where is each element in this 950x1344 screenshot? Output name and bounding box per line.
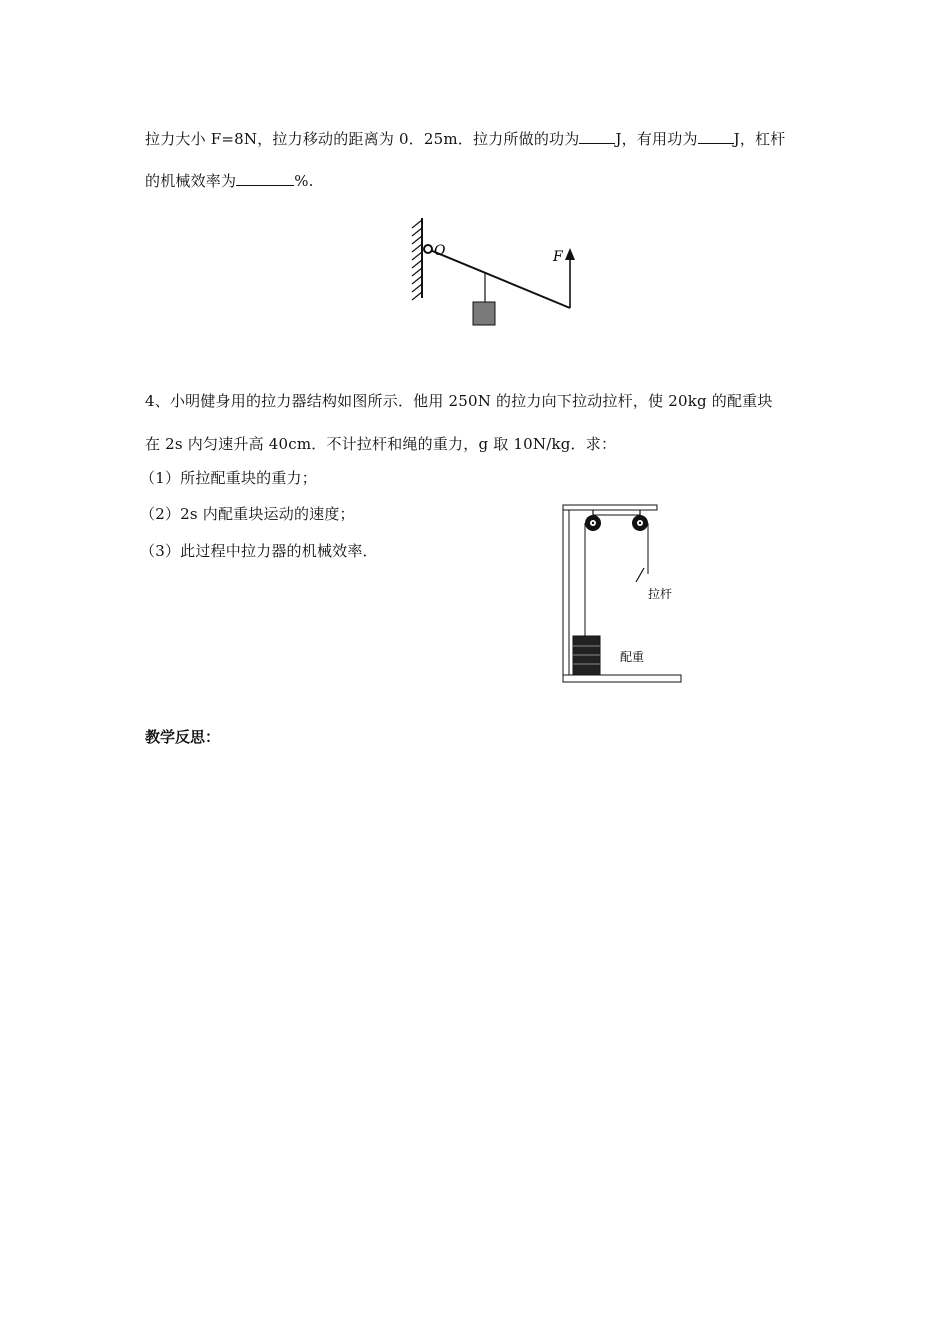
q3-unit-1: J，有用功为 <box>615 130 698 148</box>
q3-unit-3: %. <box>294 172 314 190</box>
pulley-right-icon <box>632 515 648 531</box>
answer-blank-useful-work[interactable] <box>698 129 734 144</box>
q4-item-3: （3）此过程中拉力器的机械效率． <box>140 542 378 560</box>
lever-bar <box>430 250 570 308</box>
q4-line-2: 在 2s 内匀速升高 40cm．不计拉杆和绳的重力，g 取 10N/kg．求： <box>145 435 617 453</box>
pivot-label: O <box>434 243 446 259</box>
q3-line-2 <box>145 170 314 191</box>
weight-label: 配重 <box>620 650 645 664</box>
handle-bar <box>636 568 644 582</box>
answer-blank-total-work[interactable] <box>579 129 615 144</box>
wall-icon <box>412 218 422 300</box>
q3-unit-2: J，杠杆 <box>733 130 786 148</box>
pivot-icon <box>424 245 432 253</box>
force-label: F <box>553 249 563 265</box>
answer-blank-efficiency[interactable] <box>236 171 294 186</box>
q3-text-b: 的机械效率为 <box>145 172 237 190</box>
q4-item-1: （1）所拉配重块的重力； <box>140 469 317 487</box>
force-arrow-icon <box>565 248 575 260</box>
weight-stack-icon <box>573 636 600 675</box>
reflection-heading: 教学反思： <box>145 728 221 746</box>
handle-label: 拉杆 <box>648 587 673 601</box>
q3-text-a: 拉力大小 F=8N，拉力移动的距离为 0．25m．拉力所做的功为 <box>145 130 580 148</box>
pulley-left-icon <box>585 515 601 531</box>
q4-item-2: （2）2s 内配重块运动的速度； <box>140 505 355 523</box>
hanging-weight <box>473 302 495 325</box>
rope <box>585 515 648 636</box>
lever-figure <box>400 210 590 335</box>
pulley-machine-figure <box>556 500 688 690</box>
q3-line-1 <box>145 128 785 149</box>
q4-line-1: 4、小明健身用的拉力器结构如图所示．他用 250N 的拉力向下拉动拉杆，使 20kg 的配重块 <box>145 392 773 410</box>
